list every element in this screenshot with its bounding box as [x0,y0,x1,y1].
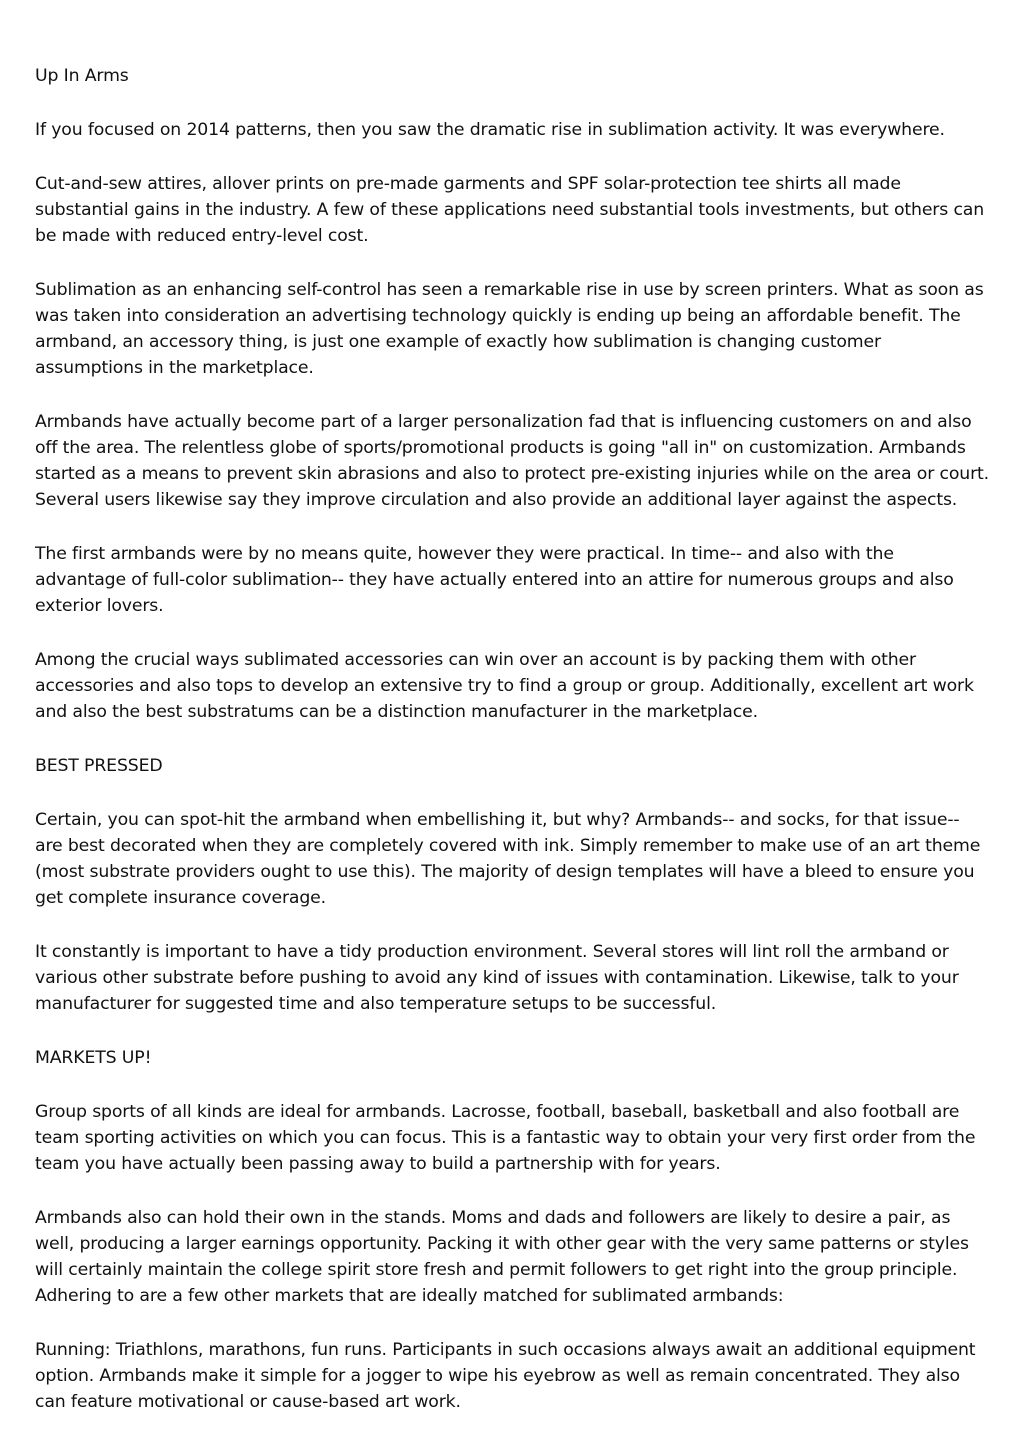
document-title: Up In Arms [35,66,129,86]
paragraph-markets-up-1: Group sports of all kinds are ideal for armbands. Lacrosse, football, baseball, basketball and also football are team sporting activities on which you can focus. This is a fantastic way to obtain your very first order from the team you have actually been passing away to build a partnership with for years. [35,1102,976,1174]
paragraph-markets-up-3: Running: Triathlons, marathons, fun runs. Participants in such occasions always await an additional equipment option. Armbands make it simple for a jogger to wipe his eyebrow as well as remain concentrated. They also can feature motivational or cause-based art work. [35,1340,976,1412]
paragraph-best-pressed-1: Certain, you can spot-hit the armband when embellishing it, but why? Armbands-- and socks, for that issue-- are best decorated when they are completely covered with ink. Simply remember to make use of an art theme (most substrate providers ought to use this). The majority of design templates will have a bleed to ensure you get complete insurance coverage. [35,810,981,908]
paragraph-intro-3: Sublimation as an enhancing self-control has seen a remarkable rise in use by screen printers. What as soon as was taken into consideration an advertising technology quickly is ending up being an affordable benefit. The armband, an accessory thing, is just one example of exactly how sublimation is changing customer assumptions in the marketplace. [35,280,984,378]
paragraph-intro-2: Cut-and-sew attires, allover prints on pre-made garments and SPF solar-protection tee shirts all made substantial gains in the industry. A few of these applications need substantial tools investments, but others can be made with reduced entry-level cost. [35,174,985,246]
paragraph-intro-5: The first armbands were by no means quite, however they were practical. In time-- and also with the advantage of full-color sublimation-- they have actually entered into an attire for numerous groups and also exterior lovers. [35,544,954,616]
paragraph-intro-4: Armbands have actually become part of a larger personalization fad that is influencing customers on and also off the area. The relentless globe of sports/promotional products is going "all in" on customization. Armbands started as a means to prevent skin abrasions and also to protect pre-existing injuries while on the area or court. Several users likewise say they improve circulation and also provide an additional layer against the aspects. [35,412,990,510]
section-heading-markets-up: MARKETS UP! [35,1048,152,1068]
section-heading-best-pressed: BEST PRESSED [35,756,163,776]
paragraph-intro-1: If you focused on 2014 patterns, then you saw the dramatic rise in sublimation activity. It was everywhere. [35,120,945,140]
paragraph-best-pressed-2: It constantly is important to have a tidy production environment. Several stores will lint roll the armband or various other substrate before pushing to avoid any kind of issues with contamination. Likewise, talk to your manufacturer for suggested time and also temperature setups to be successful. [35,942,959,1014]
document-body [35,63,990,1443]
paragraph-markets-up-2: Armbands also can hold their own in the stands. Moms and dads and followers are likely to desire a pair, as well, producing a larger earnings opportunity. Packing it with other gear with the very same patterns or styles will certainly maintain the college spirit store fresh and permit followers to get right into the group principle. Adhering to are a few other markets that are ideally matched for sublimated armbands: [35,1208,969,1306]
paragraph-intro-6: Among the crucial ways sublimated accessories can win over an account is by packing them with other accessories and also tops to develop an extensive try to find a group or group. Additionally, excellent art work and also the best substratums can be a distinction manufacturer in the marketplace. [35,650,974,722]
